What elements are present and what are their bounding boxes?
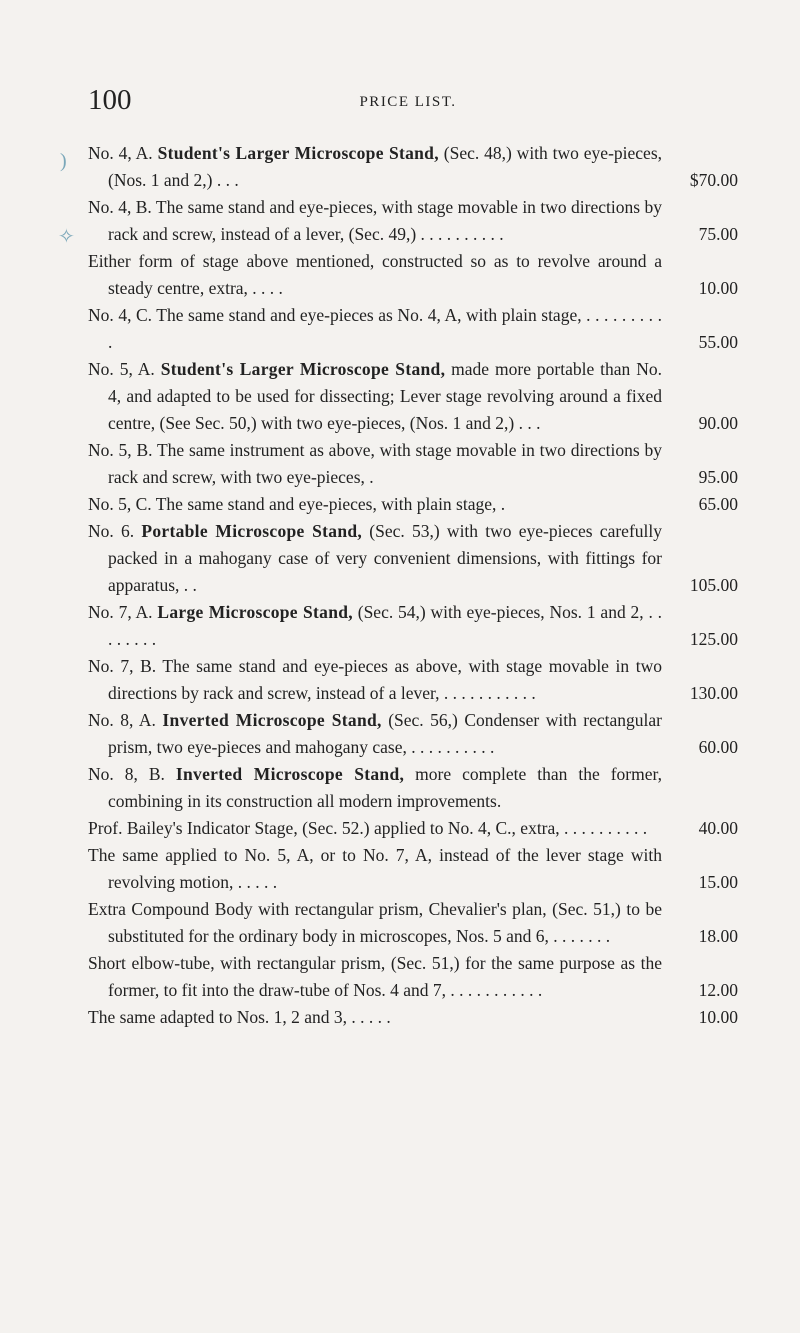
entry-description [88,1004,674,1031]
entry-description [88,356,674,437]
entry-lead: Short elbow-tube, with rectangular prism, (Sec. 51,) for the same purpose as the former, to fit into the draw-tube of Nos. 4 and 7, . . . . . . . . . . . [88,953,662,1000]
price-entry [88,896,738,950]
entry-price: 65.00 [698,494,738,514]
price-entry [88,653,738,707]
entry-price: 40.00 [698,818,738,838]
entry-description [88,140,674,194]
page-header [88,84,728,124]
entry-price: 130.00 [689,683,738,703]
price-entry [88,1004,738,1031]
price-entry [88,950,738,1004]
entry-description [88,518,674,599]
price-entries [88,140,738,1031]
entry-lead: No. 4, C. The same stand and eye-pieces as No. 4, A, with plain stage, . . . . . . . . . . [88,305,662,352]
entry-price: 75.00 [698,224,738,244]
price-entry [88,140,738,194]
price-entry [88,599,738,653]
instrument-name: Student's Larger Microscope Stand, [160,359,446,379]
entry-price: 55.00 [698,332,738,352]
entry-description [88,248,674,302]
entry-detail: made more portable than No. 4, and adapted to be used for dissecting; Lever stage revolving around a fixed centre, (See Sec. 50,) with two eye-pieces, (Nos. 1 and 2,) . . . [108,359,662,433]
price-entry [88,491,738,518]
instrument-name: Inverted Microscope Stand, [162,710,382,730]
entry-lead: The same adapted to Nos. 1, 2 and 3, . . . . . [88,1007,391,1027]
entry-lead: Either form of stage above mentioned, constructed so as to revolve around a steady centre, extra, . . . . [88,251,662,298]
entry-lead: No. 8, A. [88,710,163,730]
entry-lead: Extra Compound Body with rectangular prism, Chevalier's plan, (Sec. 51,) to be substituted for the ordinary body in microscopes, Nos. 5 and 6, . . . . . . . [88,899,662,946]
instrument-name: Large Microscope Stand, [157,602,353,622]
entry-lead: No. 4, A. [88,143,158,163]
entry-detail: more complete than the former, combining in its construction all modern improvements. [108,764,663,811]
price-entry [88,356,738,437]
entry-description [88,491,674,518]
entry-price: 10.00 [698,278,738,298]
margin-mark-1: ) [60,150,67,172]
price-entry [88,815,738,842]
entry-price: 60.00 [698,737,738,757]
entry-price: 18.00 [698,926,738,946]
entry-price: 125.00 [689,629,738,649]
entry-price: 10.00 [698,1007,738,1027]
entry-description [88,761,674,815]
entry-detail: (Sec. 54,) with eye-pieces, Nos. 1 and 2, . . . . . . . . [108,602,663,649]
page-number: 100 [88,84,132,116]
entry-lead: No. 7, A. [88,602,158,622]
entry-lead: The same applied to No. 5, A, or to No. 7, A, instead of the lever stage with revolving motion, . . . . . [88,845,662,892]
price-entry [88,194,738,248]
instrument-name: Portable Microscope Stand, [141,521,363,541]
entry-description [88,653,674,707]
entry-description [88,842,674,896]
entry-price: 15.00 [698,872,738,892]
margin-mark-2: ✧ [58,226,75,248]
entry-price: 105.00 [689,575,738,595]
price-entry [88,302,738,356]
entry-lead: No. 6. [88,521,142,541]
price-entry [88,842,738,896]
entry-detail: (Sec. 56,) Condenser with rectangular prism, two eye-pieces and mahogany case, . . . . . . . . . . [108,710,663,757]
entry-lead: No. 5, B. The same instrument as above, with stage movable in two directions by rack and screw, with two eye-pieces, . [88,440,662,487]
entry-lead: No. 5, C. The same stand and eye-pieces, with plain stage, . [88,494,506,514]
entry-price: 90.00 [698,413,738,433]
entry-description [88,707,674,761]
entry-description [88,815,674,842]
entry-lead: Prof. Bailey's Indicator Stage, (Sec. 52.) applied to No. 4, C., extra, . . . . . . . . . . [88,818,648,838]
entry-description [88,896,674,950]
entry-lead: No. 8, B. [88,764,176,784]
entry-detail: (Sec. 48,) with two eye-pieces, (Nos. 1 and 2,) . . . [108,143,662,190]
entry-description [88,599,674,653]
entry-detail: (Sec. 53,) with two eye-pieces carefully packed in a mahogany case of very convenient dimensions, with fittings for apparatus, . . [108,521,662,595]
entry-lead: No. 5, A. [88,359,161,379]
price-entry [88,248,738,302]
entry-description [88,437,674,491]
entry-price: 12.00 [698,980,738,1000]
entry-price: $70.00 [689,170,738,190]
entry-description [88,194,674,248]
price-entry [88,761,738,815]
price-entry [88,437,738,491]
instrument-name: Student's Larger Microscope Stand, [157,143,439,163]
running-head: PRICE LIST. [359,94,457,110]
instrument-name: Inverted Microscope Stand, [175,764,405,784]
price-entry [88,518,738,599]
price-entry [88,707,738,761]
entry-lead: No. 7, B. The same stand and eye-pieces as above, with stage movable in two directions by rack and screw, instead of a lever, . . . . . . . . . . . [88,656,662,703]
entry-description [88,302,674,356]
entry-lead: No. 4, B. The same stand and eye-pieces, with stage movable in two directions by rack and screw, instead of a lever, (Sec. 49,) . . . . . . . . . . [88,197,662,244]
entry-price: 95.00 [698,467,738,487]
entry-description [88,950,674,1004]
